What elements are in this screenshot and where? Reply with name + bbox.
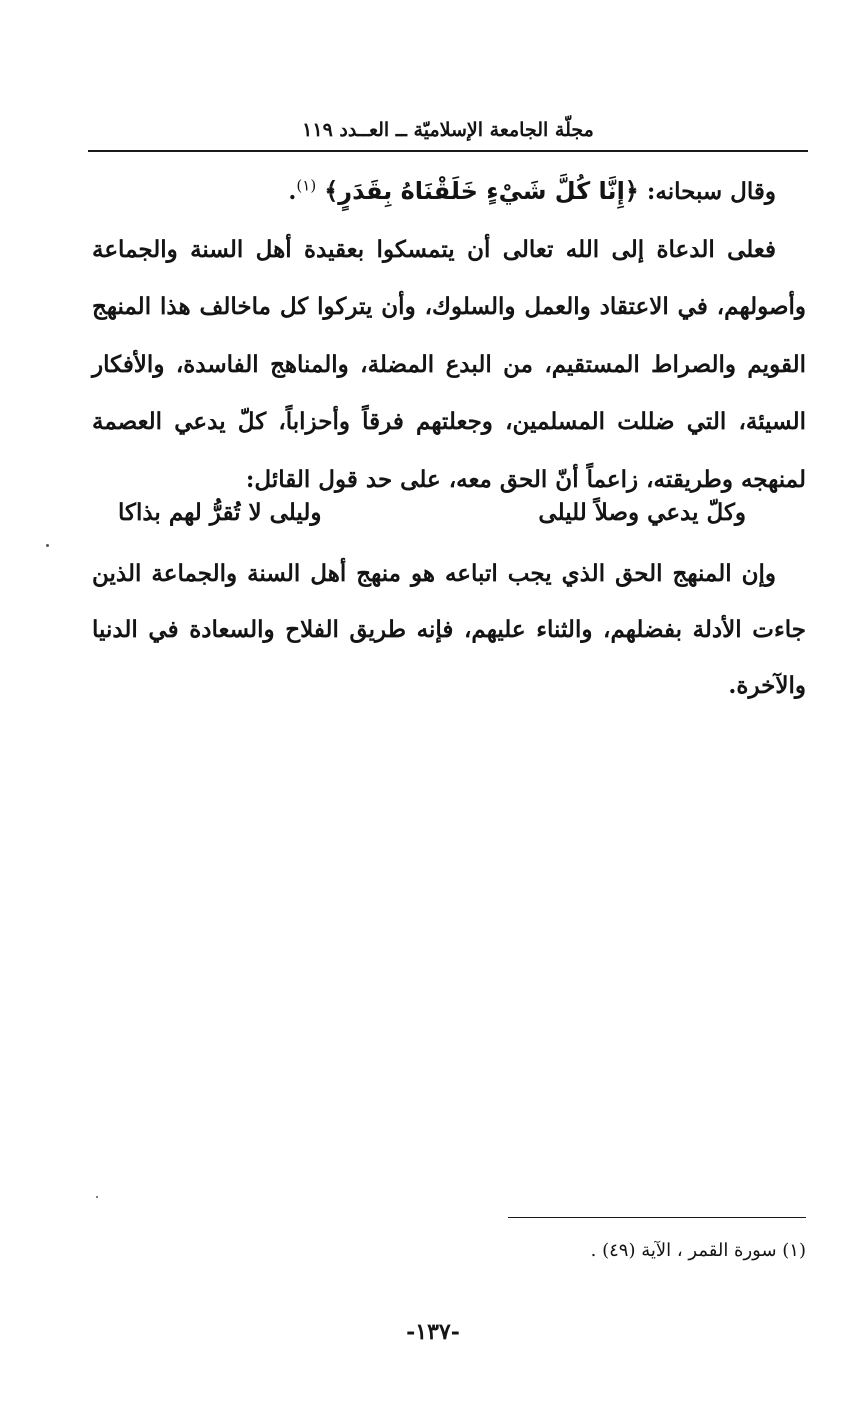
poem-hemistich-second: وليلى لا تُقرُّ لهم بذاكا	[118, 499, 322, 526]
footnote: (١) سورة القمر ، الآية (٤٩) .	[590, 1240, 806, 1261]
paragraph-1: فعلى الدعاة إلى الله تعالى أن يتمسكوا بعقيدة أهل السنة والجماعة وأصولهم، في الاعتقاد والعمل والسلوك، وأن يتركوا كل ماخالف هذا المنهج القويم والصراط المستقيم، من البدع المضلة، والمناهج الفاسدة، والأفكار السيئة، التي ضللت المسلمين، وجعلتهم فرقاً وأحزاباً، كلّ يدعي العصمة لمنهجه وطريقته، زاعماً أنّ الحق معه، على حد قول القائل:	[92, 235, 806, 493]
scan-speck	[96, 1196, 98, 1198]
poem-hemistich-first: وكلّ يدعي وصلاً لليلى	[538, 499, 746, 526]
page-number: -١٣٧-	[406, 1319, 460, 1345]
main-text-block	[92, 163, 806, 508]
poem-verse	[118, 484, 746, 541]
closing-text-block	[92, 546, 806, 714]
footnote-marker: (١)	[296, 176, 317, 195]
quran-verse: ﴿إِنَّا كُلَّ شَيْءٍ خَلَقْنَاهُ بِقَدَرٍ﴾	[324, 177, 639, 205]
intro-line	[92, 163, 806, 221]
intro-label: وقال سبحانه:	[646, 178, 776, 205]
scan-speck	[46, 544, 49, 547]
running-header: مجلّة الجامعة الإسلاميّة ــ العــدد ١١٩	[302, 119, 594, 141]
paragraph-2: وإن المنهج الحق الذي يجب اتباعه هو منهج أهل السنة والجماعة الذين جاءت الأدلة بفضلهم، والثناء عليهم، فإنه طريق الفلاح والسعادة في الدنيا والآخرة.	[92, 560, 806, 699]
header-rule	[88, 150, 808, 152]
footnote-rule	[508, 1217, 806, 1218]
intro-full-stop: .	[288, 178, 297, 205]
